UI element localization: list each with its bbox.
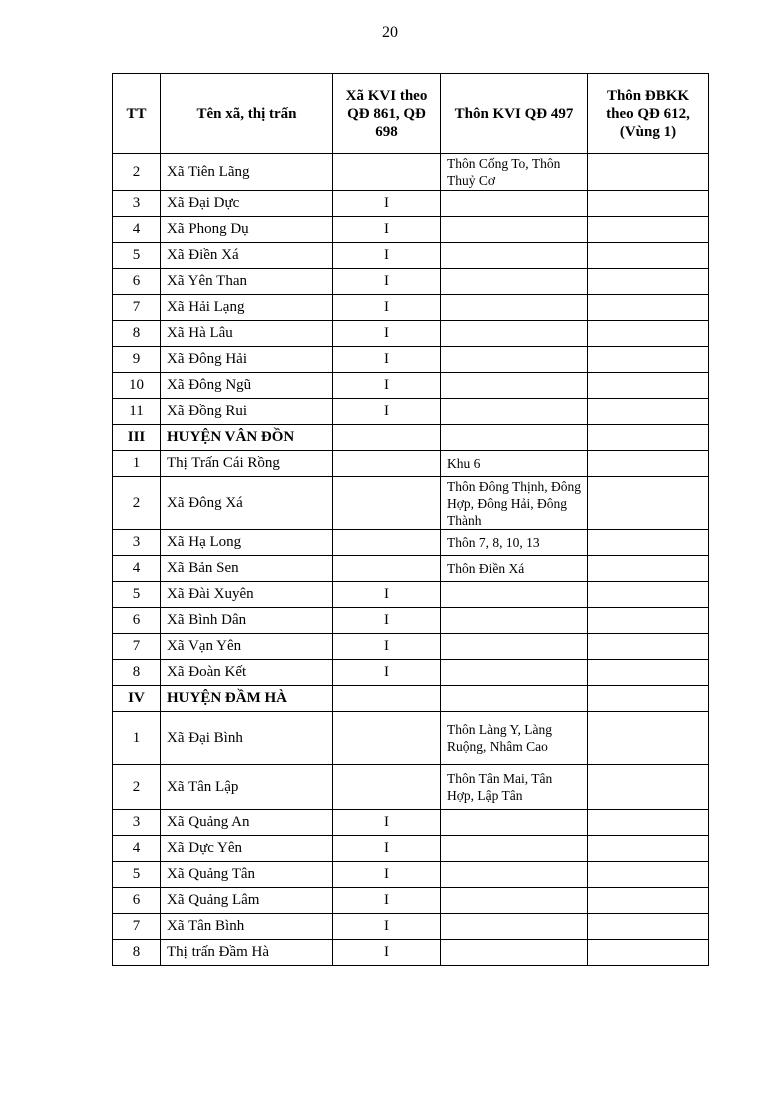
cell-name: Xã Phong Dụ (161, 217, 333, 243)
cell-thon-dbkk (588, 321, 709, 347)
cell-name: Xã Hà Lâu (161, 321, 333, 347)
cell-xa-kvi: I (333, 862, 441, 888)
cell-thon-dbkk (588, 765, 709, 810)
cell-xa-kvi (333, 477, 441, 530)
cell-name: Xã Đoàn Kết (161, 660, 333, 686)
table-row (113, 347, 709, 373)
cell-thon-kvi (441, 660, 588, 686)
cell-tt: 8 (113, 660, 161, 686)
table-row (113, 634, 709, 660)
cell-thon-kvi: Thôn Làng Y, Làng Ruộng, Nhâm Cao (441, 712, 588, 765)
cell-thon-dbkk (588, 530, 709, 556)
header-thon-dbkk: Thôn ĐBKK theo QĐ 612, (Vùng 1) (588, 74, 709, 154)
cell-tt: 6 (113, 888, 161, 914)
cell-tt: 8 (113, 321, 161, 347)
cell-xa-kvi: I (333, 582, 441, 608)
cell-thon-dbkk (588, 836, 709, 862)
cell-name: Xã Tân Lập (161, 765, 333, 810)
cell-tt: 4 (113, 217, 161, 243)
cell-thon-kvi (441, 940, 588, 966)
cell-name: Xã Đông Ngũ (161, 373, 333, 399)
cell-thon-dbkk (588, 712, 709, 765)
cell-thon-dbkk (588, 634, 709, 660)
cell-thon-dbkk (588, 582, 709, 608)
cell-thon-kvi: Thôn Điền Xá (441, 556, 588, 582)
cell-thon-dbkk (588, 686, 709, 712)
table-row (113, 530, 709, 556)
cell-xa-kvi: I (333, 836, 441, 862)
cell-thon-dbkk (588, 295, 709, 321)
cell-thon-kvi: Thôn 7, 8, 10, 13 (441, 530, 588, 556)
cell-tt: 6 (113, 269, 161, 295)
cell-thon-kvi (441, 425, 588, 451)
cell-name: Xã Đông Hải (161, 347, 333, 373)
cell-thon-kvi (441, 191, 588, 217)
cell-name: Xã Bình Dân (161, 608, 333, 634)
table-row (113, 765, 709, 810)
cell-thon-dbkk (588, 269, 709, 295)
cell-tt: 11 (113, 399, 161, 425)
cell-tt: 5 (113, 582, 161, 608)
cell-name: Xã Đồng Rui (161, 399, 333, 425)
cell-thon-kvi (441, 373, 588, 399)
table-row (113, 914, 709, 940)
cell-thon-dbkk (588, 940, 709, 966)
cell-xa-kvi: I (333, 634, 441, 660)
cell-thon-dbkk (588, 399, 709, 425)
cell-thon-kvi (441, 862, 588, 888)
cell-thon-kvi: Thôn Đông Thịnh, Đông Hợp, Đông Hải, Đông Thành (441, 477, 588, 530)
table-row (113, 191, 709, 217)
table-row (113, 321, 709, 347)
cell-tt: 3 (113, 191, 161, 217)
table-row (113, 582, 709, 608)
cell-tt: 5 (113, 243, 161, 269)
cell-thon-kvi (441, 347, 588, 373)
cell-name: Xã Dực Yên (161, 836, 333, 862)
cell-tt: 3 (113, 810, 161, 836)
cell-thon-dbkk (588, 154, 709, 191)
page-number: 20 (382, 24, 398, 41)
cell-name: Xã Tiên Lãng (161, 154, 333, 191)
cell-thon-dbkk (588, 888, 709, 914)
cell-xa-kvi: I (333, 321, 441, 347)
cell-thon-kvi (441, 321, 588, 347)
table-row (113, 399, 709, 425)
table-row (113, 295, 709, 321)
table-row (113, 660, 709, 686)
cell-thon-dbkk (588, 191, 709, 217)
cell-xa-kvi (333, 451, 441, 477)
cell-tt: 2 (113, 154, 161, 191)
cell-thon-dbkk (588, 477, 709, 530)
cell-xa-kvi: I (333, 243, 441, 269)
cell-name: HUYỆN ĐẦM HÀ (161, 686, 333, 712)
cell-thon-kvi (441, 914, 588, 940)
cell-thon-kvi: Khu 6 (441, 451, 588, 477)
header-xa-kvi: Xã KVI theo QĐ 861, QĐ 698 (333, 74, 441, 154)
cell-tt: 5 (113, 862, 161, 888)
cell-name: Xã Tân Bình (161, 914, 333, 940)
cell-thon-kvi: Thôn Cống To, Thôn Thuỷ Cơ (441, 154, 588, 191)
cell-tt: 2 (113, 477, 161, 530)
cell-thon-dbkk (588, 914, 709, 940)
cell-name: Thị trấn Đầm Hà (161, 940, 333, 966)
cell-xa-kvi: I (333, 269, 441, 295)
cell-xa-kvi: I (333, 295, 441, 321)
cell-name: Xã Bản Sen (161, 556, 333, 582)
table-row (113, 373, 709, 399)
cell-thon-kvi (441, 582, 588, 608)
table-row (113, 154, 709, 191)
cell-thon-kvi (441, 888, 588, 914)
cell-tt: 9 (113, 347, 161, 373)
cell-name: Xã Quảng Lâm (161, 888, 333, 914)
cell-thon-dbkk (588, 243, 709, 269)
cell-tt: 10 (113, 373, 161, 399)
cell-tt: 1 (113, 712, 161, 765)
table-row (113, 556, 709, 582)
cell-thon-kvi (441, 810, 588, 836)
cell-thon-kvi (441, 269, 588, 295)
table-row (113, 243, 709, 269)
cell-xa-kvi (333, 556, 441, 582)
table-row (113, 608, 709, 634)
cell-thon-kvi (441, 295, 588, 321)
cell-tt: 4 (113, 836, 161, 862)
table-row (113, 477, 709, 530)
table-row (113, 836, 709, 862)
cell-thon-kvi: Thôn Tân Mai, Tân Hợp, Lập Tân (441, 765, 588, 810)
cell-name: Xã Hạ Long (161, 530, 333, 556)
cell-thon-dbkk (588, 425, 709, 451)
cell-tt: 7 (113, 634, 161, 660)
table-row (113, 217, 709, 243)
cell-thon-dbkk (588, 347, 709, 373)
table-body (113, 154, 709, 966)
cell-thon-dbkk (588, 556, 709, 582)
cell-name: Xã Quảng Tân (161, 862, 333, 888)
cell-name: HUYỆN VÂN ĐỒN (161, 425, 333, 451)
cell-tt: 1 (113, 451, 161, 477)
cell-name: Xã Điền Xá (161, 243, 333, 269)
cell-xa-kvi: I (333, 373, 441, 399)
cell-tt: IV (113, 686, 161, 712)
cell-xa-kvi: I (333, 810, 441, 836)
cell-thon-kvi (441, 836, 588, 862)
cell-tt: 4 (113, 556, 161, 582)
table-row (113, 810, 709, 836)
cell-thon-dbkk (588, 660, 709, 686)
cell-xa-kvi: I (333, 914, 441, 940)
cell-thon-dbkk (588, 217, 709, 243)
communes-table (112, 73, 709, 966)
header-thon-kvi: Thôn KVI QĐ 497 (441, 74, 588, 154)
cell-name: Xã Đại Dực (161, 191, 333, 217)
table-row (113, 862, 709, 888)
table-row (113, 940, 709, 966)
cell-name: Xã Yên Than (161, 269, 333, 295)
cell-tt: 8 (113, 940, 161, 966)
cell-xa-kvi (333, 765, 441, 810)
cell-xa-kvi: I (333, 399, 441, 425)
cell-tt: 2 (113, 765, 161, 810)
cell-thon-dbkk (588, 862, 709, 888)
cell-thon-dbkk (588, 810, 709, 836)
cell-thon-dbkk (588, 451, 709, 477)
cell-tt: 7 (113, 914, 161, 940)
cell-xa-kvi: I (333, 191, 441, 217)
cell-thon-kvi (441, 217, 588, 243)
cell-xa-kvi: I (333, 888, 441, 914)
cell-xa-kvi (333, 530, 441, 556)
cell-xa-kvi (333, 686, 441, 712)
cell-name: Xã Vạn Yên (161, 634, 333, 660)
cell-thon-kvi (441, 686, 588, 712)
cell-thon-kvi (441, 634, 588, 660)
table-row (113, 269, 709, 295)
cell-thon-kvi (441, 399, 588, 425)
table-row (113, 888, 709, 914)
cell-xa-kvi: I (333, 217, 441, 243)
header-name: Tên xã, thị trấn (161, 74, 333, 154)
cell-thon-kvi (441, 608, 588, 634)
cell-thon-dbkk (588, 608, 709, 634)
cell-thon-dbkk (588, 373, 709, 399)
cell-tt: 6 (113, 608, 161, 634)
cell-name: Xã Đại Bình (161, 712, 333, 765)
cell-xa-kvi: I (333, 940, 441, 966)
table-row (113, 451, 709, 477)
cell-name: Xã Quảng An (161, 810, 333, 836)
cell-name: Xã Đông Xá (161, 477, 333, 530)
cell-tt: 7 (113, 295, 161, 321)
section-row (113, 686, 709, 712)
cell-xa-kvi (333, 425, 441, 451)
cell-xa-kvi: I (333, 660, 441, 686)
cell-name: Xã Hải Lạng (161, 295, 333, 321)
cell-name: Xã Đài Xuyên (161, 582, 333, 608)
cell-tt: III (113, 425, 161, 451)
table-header-row (113, 74, 709, 154)
cell-xa-kvi (333, 154, 441, 191)
table-row (113, 712, 709, 765)
cell-name: Thị Trấn Cái Rồng (161, 451, 333, 477)
cell-thon-kvi (441, 243, 588, 269)
cell-xa-kvi: I (333, 608, 441, 634)
cell-xa-kvi: I (333, 347, 441, 373)
cell-xa-kvi (333, 712, 441, 765)
section-row (113, 425, 709, 451)
header-tt: TT (113, 74, 161, 154)
cell-tt: 3 (113, 530, 161, 556)
